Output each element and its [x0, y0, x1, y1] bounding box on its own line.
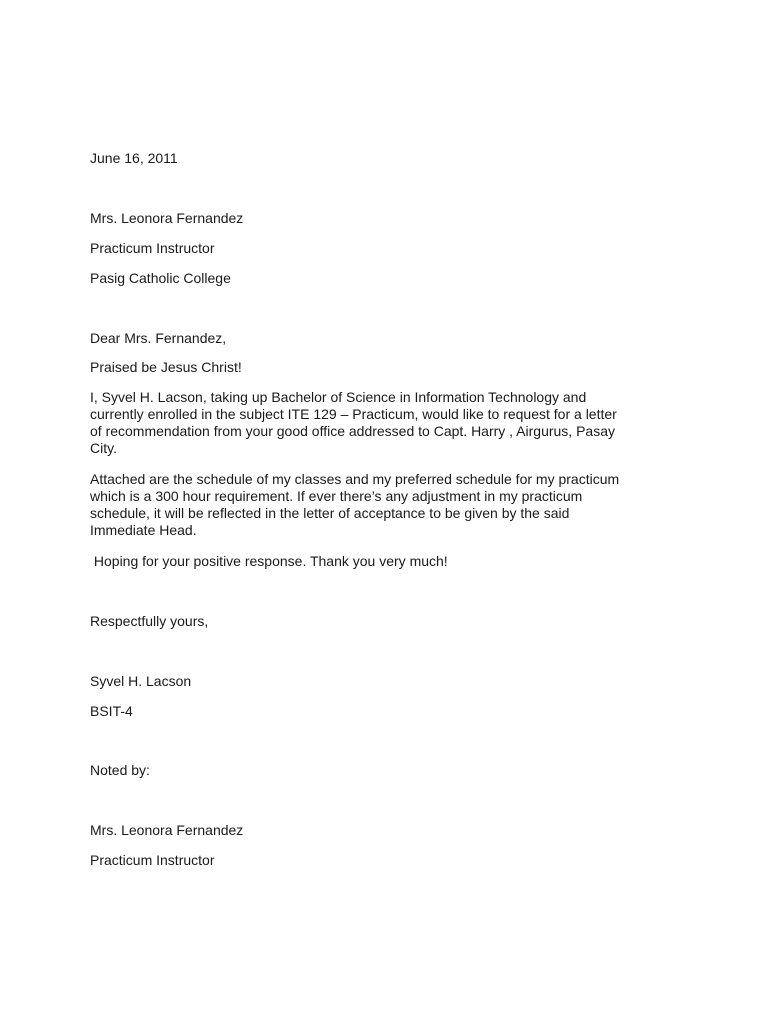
sender-name: Syvel H. Lacson [90, 673, 192, 689]
body-paragraph-1-line: I, Syvel H. Lacson, taking up Bachelor of Science in Information Technology and [90, 389, 587, 405]
body-paragraph-3: Hoping for your positive response. Thank you very much! [90, 553, 448, 569]
recipient-title: Practicum Instructor [90, 240, 215, 256]
body-paragraph-1-line: City. [90, 440, 117, 456]
noted-by-label: Noted by: [90, 762, 150, 778]
body-paragraph-2-line: Immediate Head. [90, 522, 197, 538]
body-paragraph-2-line: which is a 300 hour requirement. If ever there’s any adjustment in my practicum [90, 488, 583, 504]
sender-course: BSIT-4 [90, 703, 133, 719]
letter-date: June 16, 2011 [90, 150, 178, 166]
body-paragraph-1 [90, 389, 675, 457]
noted-by-title: Practicum Instructor [90, 852, 215, 868]
body-paragraph-2-line: schedule, it will be reflected in the letter of acceptance to be given by the said [90, 505, 570, 521]
recipient-name: Mrs. Leonora Fernandez [90, 210, 244, 226]
body-paragraph-2 [90, 471, 675, 539]
body-paragraph-1-line: of recommendation from your good office addressed to Capt. Harry , Airgurus, Pasay [90, 423, 615, 439]
salutation: Dear Mrs. Fernandez, [90, 330, 227, 346]
closing: Respectfully yours, [90, 613, 209, 629]
noted-by-name: Mrs. Leonora Fernandez [90, 822, 244, 838]
greeting: Praised be Jesus Christ! [90, 359, 242, 375]
recipient-institution: Pasig Catholic College [90, 270, 231, 286]
body-paragraph-2-line: Attached are the schedule of my classes and my preferred schedule for my practicum [90, 471, 620, 487]
body-paragraph-1-line: currently enrolled in the subject ITE 129 – Practicum, would like to request for a letter [90, 406, 617, 422]
